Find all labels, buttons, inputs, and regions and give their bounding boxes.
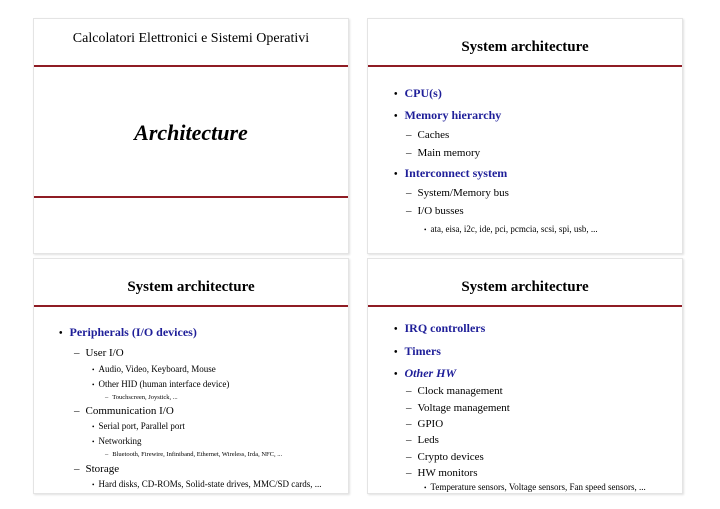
sub-user-io: – User I/O xyxy=(74,347,124,359)
subsubsub-network-list: – Bluetooth, Firewire, Infiniband, Ethernet, Wireless, Irda, NFC, ... xyxy=(105,451,283,458)
slide-2 xyxy=(367,18,683,254)
bullet-other-hw: • Other HW xyxy=(394,366,457,380)
slide-1-header: Calcolatori Elettronici e Sistemi Operativi xyxy=(72,31,310,46)
slide-4-title: System architecture xyxy=(461,279,589,295)
sub-storage: – Storage xyxy=(74,463,120,475)
sub-caches: – Caches xyxy=(406,129,450,141)
slide-1 xyxy=(33,18,349,254)
subsub-bus-list: • ata, eisa, i2c, ide, pci, pcmcia, scsi, spi, usb, ... xyxy=(424,224,598,234)
sub-gpio: – GPIO xyxy=(406,418,444,430)
subsub-storage-list: • Hard disks, CD-ROMs, Solid-state drives, MMC/SD cards, ... xyxy=(92,479,322,489)
sub-leds: – Leds xyxy=(406,434,439,446)
slide-3-rule xyxy=(34,305,348,307)
slide-3-title: System architecture xyxy=(127,279,255,295)
sub-main-memory: – Main memory xyxy=(406,147,481,159)
subsubsub-touchscreen: – Touchscreen, Joystick, ... xyxy=(105,394,178,401)
slide-3 xyxy=(33,258,349,494)
slide-4 xyxy=(367,258,683,494)
slide-1-bottom-rule xyxy=(34,196,348,198)
bullet-cpu: • CPU(s) xyxy=(394,86,442,100)
sub-system-memory-bus: – System/Memory bus xyxy=(406,187,509,199)
bullet-irq-controllers: • IRQ controllers xyxy=(394,321,486,335)
sub-io-busses: – I/O busses xyxy=(406,205,464,217)
slide-2-title: System architecture xyxy=(461,39,589,55)
slide-1-top-rule xyxy=(34,65,348,67)
slide-2-rule xyxy=(368,65,682,67)
bullet-peripherals: • Peripherals (I/O devices) xyxy=(59,325,197,339)
sub-hw-monitors: – HW monitors xyxy=(406,467,478,479)
bullet-timers: • Timers xyxy=(394,344,441,358)
bullet-interconnect: • Interconnect system xyxy=(394,166,508,180)
sub-voltage-management: – Voltage management xyxy=(406,402,510,414)
subsub-audio-video: • Audio, Video, Keyboard, Mouse xyxy=(92,364,216,374)
subsub-sensor-list: • Temperature sensors, Voltage sensors, Fan speed sensors, ... xyxy=(424,482,646,492)
sub-crypto-devices: – Crypto devices xyxy=(406,451,484,463)
subsub-serial-parallel: • Serial port, Parallel port xyxy=(92,421,185,431)
sub-communication-io: – Communication I/O xyxy=(74,405,174,417)
subsub-networking: • Networking xyxy=(92,436,142,446)
bullet-memory-hierarchy: • Memory hierarchy xyxy=(394,108,502,122)
slide-1-title: Architecture xyxy=(134,120,248,145)
sub-clock-management: – Clock management xyxy=(406,385,503,397)
subsub-other-hid: • Other HID (human interface device) xyxy=(92,379,230,389)
slide-4-rule xyxy=(368,305,682,307)
